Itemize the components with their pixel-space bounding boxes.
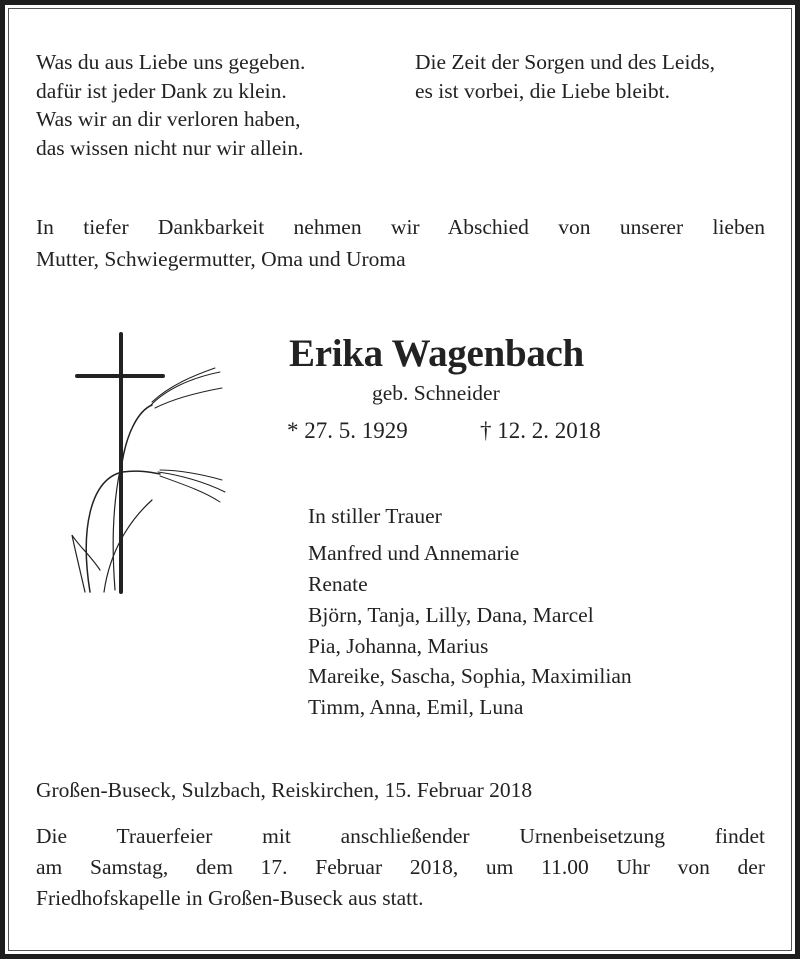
deceased-name: Erika Wagenbach: [289, 332, 584, 375]
death-date: † 12. 2. 2018: [480, 418, 601, 443]
mourner-line: Manfred und Annemarie: [308, 541, 520, 565]
verse-line: Was wir an dir verloren haben,: [36, 107, 301, 131]
intro-line: In tiefer Dankbarkeit nehmen wir Abschied von unserer lieben: [36, 215, 765, 239]
funeral-line: Friedhofskapelle in Großen-Buseck aus statt.: [36, 886, 424, 910]
funeral-line: Die Trauerfeier mit anschließender Urnenbeisetzung findet: [36, 824, 765, 848]
mourners-heading: In stiller Trauer: [308, 504, 442, 528]
mourner-line: Renate: [308, 572, 368, 596]
mourner-line: Björn, Tanja, Lilly, Dana, Marcel: [308, 603, 594, 627]
mourner-line: Timm, Anna, Emil, Luna: [308, 695, 524, 719]
funeral-line: am Samstag, dem 17. Februar 2018, um 11.00 Uhr von der: [36, 855, 765, 879]
mourner-line: Mareike, Sascha, Sophia, Maximilian: [308, 664, 632, 688]
verse-line: das wissen nicht nur wir allein.: [36, 136, 304, 160]
verse-line: dafür ist jeder Dank zu klein.: [36, 79, 287, 103]
verse-line: Die Zeit der Sorgen und des Leids,: [415, 50, 715, 74]
verse-line: Was du aus Liebe uns gegeben.: [36, 50, 306, 74]
cross-wheat-icon: [60, 320, 240, 610]
birth-date: * 27. 5. 1929: [287, 418, 408, 443]
verse-line: es ist vorbei, die Liebe bleibt.: [415, 79, 670, 103]
place-date: Großen-Buseck, Sulzbach, Reiskirchen, 15. Februar 2018: [36, 778, 533, 802]
intro-line: Mutter, Schwiegermutter, Oma und Uroma: [36, 247, 406, 271]
maiden-name: geb. Schneider: [372, 381, 500, 405]
mourner-line: Pia, Johanna, Marius: [308, 634, 489, 658]
